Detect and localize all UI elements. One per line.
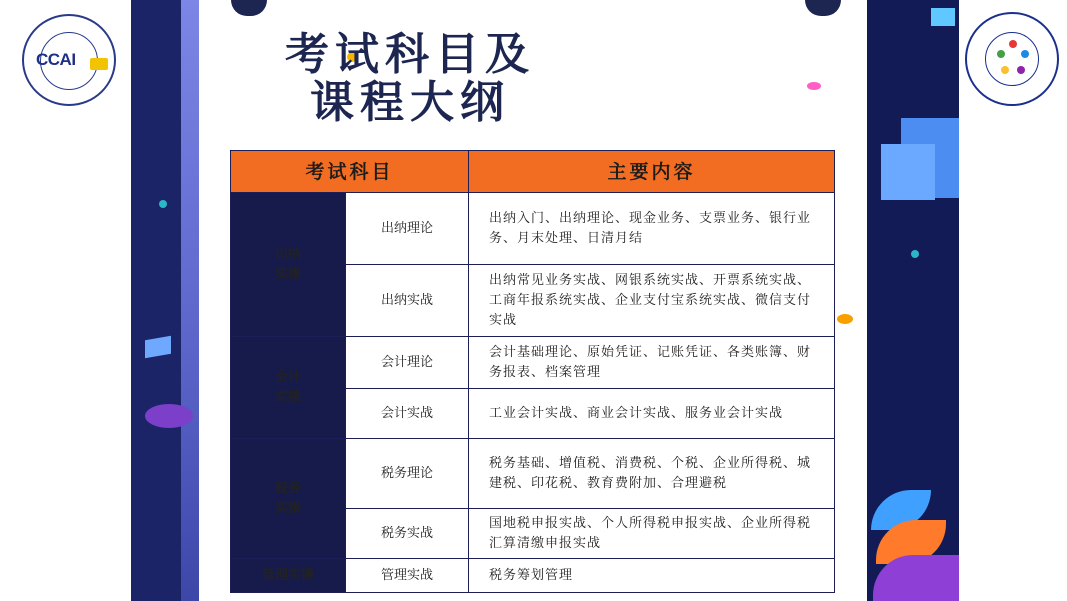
- category-label: 实操: [274, 500, 301, 516]
- category-label: 会计: [274, 369, 301, 385]
- content-cell: 工业会计实战、商业会计实战、服务业会计实战: [469, 389, 835, 439]
- cube-decoration: [881, 144, 935, 200]
- subject-cell: 税务实战: [346, 509, 469, 559]
- subject-cell: 出纳理论: [346, 193, 469, 265]
- dot-decoration: [807, 82, 821, 90]
- subject-cell: 会计理论: [346, 337, 469, 389]
- header-subjects: 考试科目: [231, 151, 469, 193]
- subject-cell: 会计实战: [346, 389, 469, 439]
- syllabus-table: [230, 150, 835, 593]
- table-row: [231, 439, 835, 509]
- cube-decoration: [931, 8, 955, 26]
- poster-title-line1: 考试科目及: [285, 29, 535, 80]
- category-label: 出纳: [274, 246, 301, 262]
- ccai-logo: [22, 14, 116, 106]
- content-cell: 税务筹划管理: [469, 559, 835, 593]
- logo-figure-dot: [1009, 40, 1017, 48]
- poster-title-line2: 课程大纲: [310, 77, 510, 128]
- dot-decoration: [837, 314, 853, 324]
- table-row: [231, 559, 835, 593]
- category-label: 实操: [274, 266, 301, 282]
- dot-decoration: [911, 250, 919, 258]
- logo-mark: CCAI: [36, 50, 76, 69]
- category-cell: [231, 337, 346, 439]
- purple-blob-decoration: [145, 404, 193, 428]
- category-cell: [231, 439, 346, 559]
- logo-figure-dot: [997, 50, 1005, 58]
- category-label: 实操: [274, 389, 301, 405]
- subject-cell: 出纳实战: [346, 265, 469, 337]
- header-content: 主要内容: [469, 151, 835, 193]
- logo-figure-dot: [1001, 66, 1009, 74]
- dot-decoration: [159, 200, 167, 208]
- table-row: [231, 337, 835, 389]
- category-cell: [231, 193, 346, 337]
- content-cell: 出纳入门、出纳理论、现金业务、支票业务、银行业务、月末处理、日清月结: [469, 193, 835, 265]
- content-cell: 会计基础理论、原始凭证、记账凭证、各类账簿、财务报表、档案管理: [469, 337, 835, 389]
- subject-cell: 管理实战: [346, 559, 469, 593]
- category-label: 税务: [274, 480, 301, 496]
- content-cell: 税务基础、增值税、消费税、个税、企业所得税、城建税、印花税、教育费附加、合理避税: [469, 439, 835, 509]
- category-cell: 管理实操: [231, 559, 346, 593]
- content-cell: 国地税申报实战、个人所得税申报实战、企业所得税汇算清缴申报实战: [469, 509, 835, 559]
- table-row: [231, 193, 835, 265]
- subject-cell: 税务理论: [346, 439, 469, 509]
- table-header-row: [231, 151, 835, 193]
- logo-figure-dot: [1021, 50, 1029, 58]
- association-logo: [965, 12, 1059, 106]
- logo-figure-dot: [1017, 66, 1025, 74]
- content-cell: 出纳常见业务实战、网银系统实战、开票系统实战、工商年报系统实战、企业支付宝系统实战、微信支付实战: [469, 265, 835, 337]
- logo-badge: [90, 58, 108, 70]
